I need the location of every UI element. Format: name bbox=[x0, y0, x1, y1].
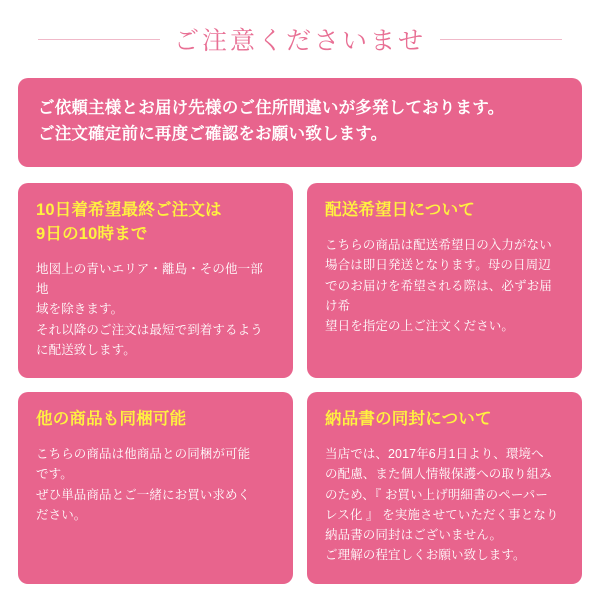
info-card-delivery-date bbox=[307, 183, 582, 378]
info-card-order-deadline bbox=[18, 183, 293, 378]
card-body-line: 場合は即日発送となります。母の日周辺 bbox=[325, 258, 551, 273]
card-title-line: 9日の10時まで bbox=[36, 225, 148, 244]
card-title-line: 納品書の同封について bbox=[325, 410, 492, 429]
address-warning-banner bbox=[18, 78, 582, 167]
card-body-line: 望日を指定の上ご注文ください。 bbox=[325, 319, 515, 334]
card-body-line: の配慮、また個人情報保護への取り組み bbox=[325, 467, 552, 482]
card-title-line: 配送希望日について bbox=[325, 201, 475, 220]
notice-line: ご注文確定前に再度ご確認をお願い致します。 bbox=[38, 124, 388, 143]
page-title: ご注意くださいませ bbox=[160, 21, 440, 57]
card-body-line: です。 bbox=[36, 467, 73, 482]
card-body bbox=[36, 444, 275, 525]
card-title bbox=[36, 199, 275, 247]
card-body-line: 当店では、2017年6月1日より、環境へ bbox=[325, 447, 544, 462]
card-body bbox=[36, 259, 275, 360]
card-title-line: 10日着希望最終ご注文は bbox=[36, 201, 222, 220]
card-title bbox=[36, 408, 275, 432]
card-body-line: のため、『 お買い上げ明細書のペーパー bbox=[325, 487, 548, 502]
notice-line: ご依頼主様とお届け先様のご住所間違いが多発しております。 bbox=[38, 99, 505, 117]
page-header bbox=[18, 0, 582, 78]
card-body bbox=[325, 444, 564, 566]
info-card-bundling bbox=[18, 392, 293, 583]
card-body-line: 納品書の同封はございません。 bbox=[325, 528, 503, 543]
card-body-line: ぜひ単品商品とご一緒にお買い求めく bbox=[36, 487, 251, 502]
card-body-line: 地図上の青いエリア・離島・その他一部地 bbox=[36, 261, 263, 297]
card-body-line: でのお届けを希望される際は、必ずお届け希 bbox=[325, 278, 552, 313]
info-card-grid bbox=[18, 183, 582, 584]
card-body-line: レス化 』 を実施させていただく事となり bbox=[325, 507, 559, 522]
card-body-line: に配送致します。 bbox=[36, 342, 136, 357]
card-body-line: ご理解の程宜しくお願い致します。 bbox=[325, 548, 526, 563]
card-body-line: こちらの商品は他商品との同梱が可能 bbox=[36, 447, 251, 462]
card-body-line: それ以降のご注文は最短で到着するよう bbox=[36, 322, 263, 337]
card-title bbox=[325, 408, 564, 432]
card-body bbox=[325, 235, 564, 336]
card-body-line: こちらの商品は配送希望日の入力がない bbox=[325, 238, 552, 253]
card-title-line: 他の商品も同梱可能 bbox=[36, 410, 187, 429]
card-title bbox=[325, 199, 564, 223]
card-body-line: 域を除きます。 bbox=[36, 302, 124, 317]
info-card-invoice bbox=[307, 392, 582, 583]
card-body-line: ださい。 bbox=[36, 507, 87, 522]
